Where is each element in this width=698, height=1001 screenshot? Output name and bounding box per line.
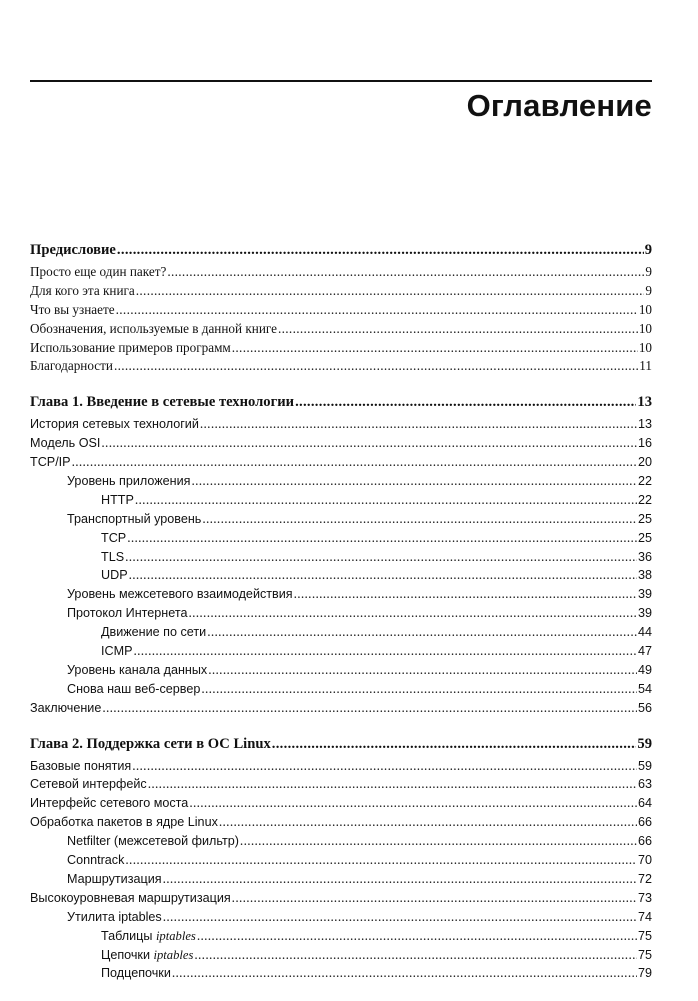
toc-entry[interactable]: [30, 758, 652, 777]
toc-dot-leader: [102, 700, 637, 716]
toc-entry-title: Глава 2. Поддержка сети в ОС Linux: [30, 735, 271, 752]
toc-dot-leader: [201, 681, 637, 697]
toc-entry[interactable]: [30, 700, 652, 719]
toc-entry-title: TCP/IP: [30, 455, 71, 470]
toc-dot-leader: [272, 736, 637, 753]
toc-entry-title: История сетевых технологий: [30, 417, 199, 432]
toc-page-number: 11: [639, 358, 652, 374]
page-title: Оглавление: [466, 88, 652, 123]
toc-dot-leader: [136, 283, 645, 299]
toc-entry[interactable]: [30, 340, 652, 359]
toc-entry-title: Обозначения, используемые в данной книге: [30, 320, 277, 336]
toc-dot-leader: [125, 549, 637, 565]
toc-entry-title: Утилита iptables: [67, 909, 162, 924]
toc-entry[interactable]: [30, 435, 652, 454]
toc-page-number: 54: [637, 681, 652, 696]
toc-entry-title: Conntrack: [67, 853, 125, 868]
toc-section: [30, 736, 652, 985]
toc-dot-leader: [116, 302, 638, 318]
toc-entry[interactable]: [30, 681, 652, 700]
toc-page-number: 39: [637, 587, 652, 602]
toc-page-number: 75: [637, 928, 652, 943]
toc-dot-leader: [232, 340, 638, 356]
toc-page-number: 63: [637, 777, 652, 792]
toc-dot-leader: [189, 795, 637, 811]
toc-entry-title: Таблицы iptables: [101, 928, 196, 943]
toc-page-number: 16: [637, 436, 652, 451]
toc-page-number: 9: [645, 282, 652, 298]
toc-page-number: 59: [637, 758, 652, 773]
toc-page-number: 9: [645, 264, 652, 279]
toc-entry-title: Уровень приложения: [67, 474, 191, 489]
toc-dot-leader: [208, 662, 637, 678]
toc-entry[interactable]: [30, 321, 652, 340]
toc-entry-title: UDP: [101, 568, 128, 583]
toc-entry[interactable]: [30, 264, 652, 283]
toc-entry[interactable]: [30, 643, 652, 662]
toc-page-number: 64: [637, 796, 652, 811]
toc-entry-title: Сетевой интерфейс: [30, 777, 147, 792]
toc-chapter-entry[interactable]: [30, 736, 652, 758]
toc-entry[interactable]: [30, 567, 652, 586]
toc-dot-leader: [232, 890, 637, 906]
toc-dot-leader: [191, 473, 637, 489]
toc-entry[interactable]: [30, 492, 652, 511]
toc-page-number: 39: [637, 606, 652, 621]
toc-entry-title-italic: iptables: [153, 947, 194, 962]
toc-entry[interactable]: [30, 871, 652, 890]
toc-entry-title-italic: iptables: [155, 928, 196, 943]
toc-page-number: 10: [638, 339, 652, 355]
toc-entry-title: Благодарности: [30, 358, 113, 374]
toc-dot-leader: [163, 871, 637, 887]
toc-entry[interactable]: [30, 776, 652, 795]
toc-entry[interactable]: [30, 473, 652, 492]
toc-entry[interactable]: [30, 909, 652, 928]
toc-entry-title: Предисловие: [30, 242, 116, 258]
toc-dot-leader: [163, 909, 637, 925]
toc-entry[interactable]: [30, 624, 652, 643]
toc-dot-leader: [197, 928, 637, 944]
toc-dot-leader: [101, 435, 637, 451]
toc-page-number: 13: [637, 394, 652, 411]
toc-dot-leader: [125, 852, 637, 868]
toc-entry-title: Обработка пакетов в ядре Linux: [30, 815, 218, 830]
toc-entry[interactable]: [30, 511, 652, 530]
toc-page-number: 13: [637, 417, 652, 432]
toc-entry-title: Снова наш веб-сервер: [67, 681, 201, 696]
toc-dot-leader: [135, 492, 637, 508]
toc-page-number: 25: [637, 511, 652, 526]
toc-dot-leader: [240, 833, 637, 849]
toc-dot-leader: [167, 264, 644, 280]
toc-entry-title: Базовые понятия: [30, 758, 132, 773]
toc-page-number: 73: [637, 890, 652, 905]
toc-entry[interactable]: [30, 965, 652, 984]
toc-page-number: 20: [637, 455, 652, 470]
toc-entry-title: ICMP: [101, 644, 133, 659]
toc-entry-title: TLS: [101, 549, 125, 564]
toc-dot-leader: [132, 758, 637, 774]
toc-entry[interactable]: [30, 549, 652, 568]
toc-entry[interactable]: [30, 814, 652, 833]
toc-entry[interactable]: [30, 833, 652, 852]
toc-page-number: 22: [637, 474, 652, 489]
toc-page-number: 36: [637, 549, 652, 564]
toc-dot-leader: [72, 454, 637, 470]
toc-entry[interactable]: [30, 662, 652, 681]
toc-entry-title: Маршрутизация: [67, 871, 162, 886]
toc-entry-title: Подцепочки: [101, 966, 171, 981]
toc-dot-leader: [207, 624, 637, 640]
toc-entry-title: Транспортный уровень: [67, 511, 202, 526]
toc-page-number: 44: [637, 625, 652, 640]
toc-dot-leader: [200, 416, 637, 432]
toc-entry[interactable]: [30, 947, 652, 966]
header-rule: [30, 80, 652, 82]
toc-entry[interactable]: [30, 605, 652, 624]
toc-entry-title: Netfilter (межсетевой фильтр): [67, 834, 239, 849]
toc-entry[interactable]: [30, 283, 652, 302]
toc-page-number: 22: [637, 492, 652, 507]
toc-entry[interactable]: [30, 586, 652, 605]
toc-dot-leader: [114, 358, 638, 374]
toc-entry[interactable]: [30, 852, 652, 871]
toc-page-number: 66: [637, 834, 652, 849]
toc-entry-title: Высокоуровневая маршрутизация: [30, 890, 231, 905]
toc-entry[interactable]: [30, 928, 652, 947]
toc-section: [30, 242, 652, 377]
toc-entry-title: Движение по сети: [101, 625, 207, 640]
toc-dot-leader: [202, 511, 637, 527]
toc-entry-title: HTTP: [101, 492, 134, 507]
toc-entry[interactable]: [30, 416, 652, 435]
toc-dot-leader: [194, 947, 637, 963]
toc-dot-leader: [172, 965, 637, 981]
toc-page-number: 49: [637, 662, 652, 677]
toc-entry[interactable]: [30, 302, 652, 321]
toc-entry-title: Интерфейс сетевого моста: [30, 796, 189, 811]
toc-entry-title: Заключение: [30, 700, 102, 715]
toc-chapter-entry[interactable]: [30, 394, 652, 416]
toc-dot-leader: [219, 814, 637, 830]
toc-dot-leader: [278, 321, 638, 337]
toc-dot-leader: [133, 643, 637, 659]
toc-page-number: 75: [637, 947, 652, 962]
toc-entry[interactable]: [30, 890, 652, 909]
toc-entry[interactable]: [30, 454, 652, 473]
toc-page-number: 25: [637, 530, 652, 545]
toc-entry-title: Для кого эта книга: [30, 282, 135, 298]
toc-entry-title: Уровень канала данных: [67, 662, 208, 677]
toc-page-number: 72: [637, 871, 652, 886]
toc-entry[interactable]: [30, 795, 652, 814]
toc-entry-title: Протокол Интернета: [67, 606, 188, 621]
toc-page-number: 10: [638, 320, 652, 336]
toc-entry-title: Модель OSI: [30, 436, 101, 451]
toc-entry-title: Уровень межсетевого взаимодействия: [67, 587, 293, 602]
toc-page-number: 10: [638, 301, 652, 317]
toc-page-number: 70: [637, 853, 652, 868]
toc-dot-leader: [148, 776, 637, 792]
toc-entry[interactable]: [30, 358, 652, 377]
toc-page-number: 66: [637, 815, 652, 830]
toc-entry-title: Использование примеров программ: [30, 339, 231, 355]
toc-entry[interactable]: [30, 530, 652, 549]
toc-page-number: 59: [637, 735, 652, 752]
toc-entry-title: TCP: [101, 530, 127, 545]
toc-chapter-entry[interactable]: [30, 242, 652, 264]
toc-page-number: 74: [637, 909, 652, 924]
table-of-contents: [30, 242, 652, 1001]
toc-dot-leader: [117, 242, 644, 259]
toc-page-number: 38: [637, 568, 652, 583]
toc-page-number: 56: [637, 700, 652, 715]
toc-dot-leader: [129, 567, 637, 583]
toc-page-number: 47: [637, 644, 652, 659]
toc-entry-title: Просто еще один пакет?: [30, 264, 167, 279]
toc-dot-leader: [295, 394, 636, 411]
toc-dot-leader: [188, 605, 637, 621]
toc-entry-title: Что вы узнаете: [30, 301, 115, 317]
toc-dot-leader: [294, 586, 637, 602]
toc-entry-title: Цепочки iptables: [101, 947, 194, 962]
toc-page-number: 79: [637, 966, 652, 981]
toc-dot-leader: [127, 530, 637, 546]
toc-page-number: 9: [644, 242, 652, 258]
toc-section: [30, 394, 652, 718]
toc-entry-title: Глава 1. Введение в сетевые технологии: [30, 394, 295, 411]
